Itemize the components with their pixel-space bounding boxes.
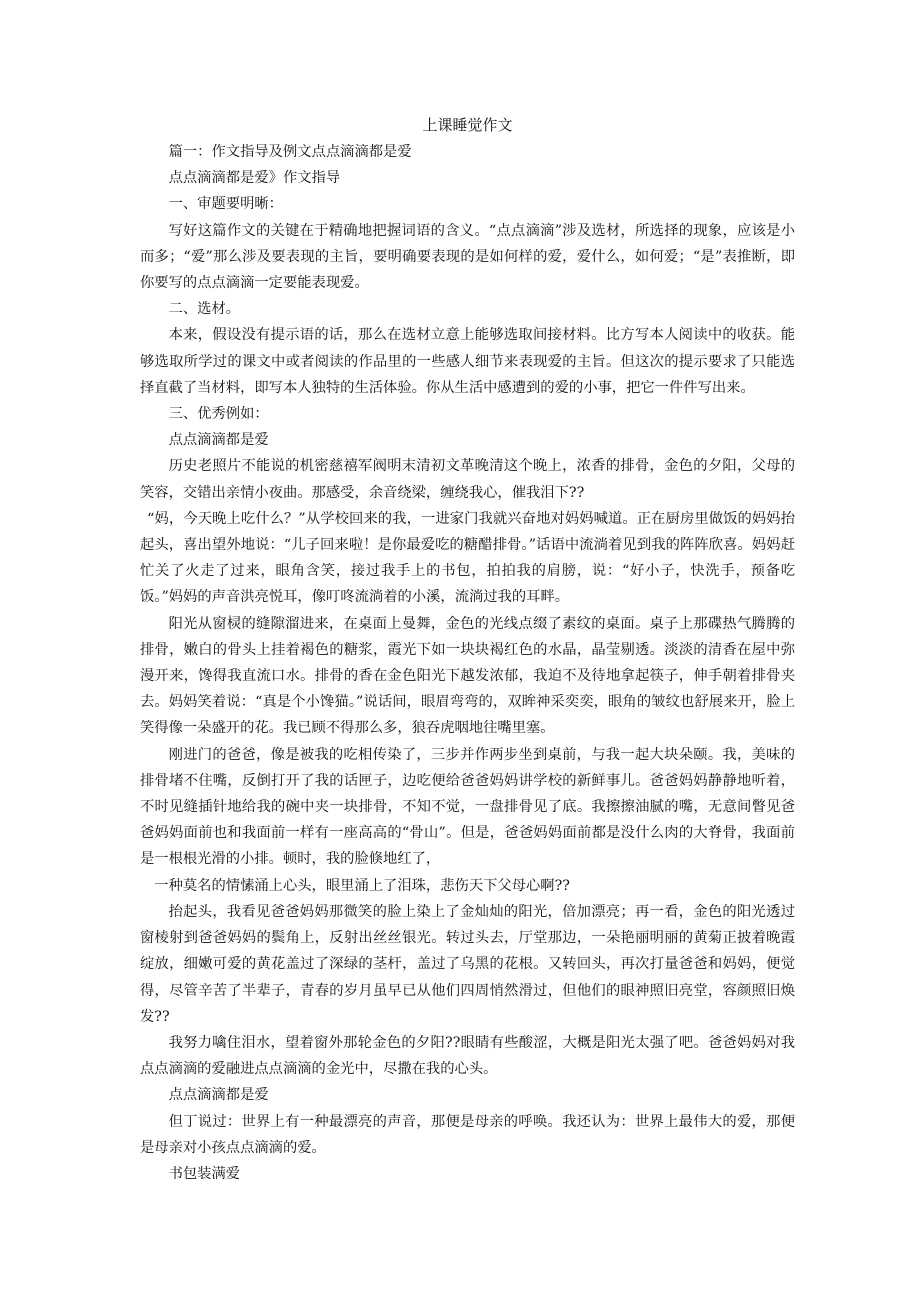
paragraph: 但丁说过：世界上有一种最漂亮的声音，那便是母亲的呼唤。我还认为：世界上最伟大的爱，那便是母亲对小孩点点滴滴的爱。 <box>140 1113 795 1156</box>
paragraph: 写好这篇作文的关键在于精确地把握词语的含义。“点点滴滴”涉及选材，所选择的现象，应该是小而多；“爱”那么涉及要表现的主旨，要明确要表现的是如何样的爱，爱什么，如何爱；“是”表推断，即你要写的点点滴滴一定要能表现爱。 <box>140 222 795 292</box>
heading-section-3: 三、优秀例如： <box>168 406 269 423</box>
heading-chapter-1: 篇一：作文指导及例文点点滴滴都是爱 <box>168 144 412 160</box>
essay-title: 点点滴滴都是爱 <box>168 1087 269 1104</box>
paragraph: 历史老照片不能说的机密慈禧军阀明末清初文革晚清这个晚上，浓香的排骨，金色的夕阳，父母的笑容，交错出亲情小夜曲。那感受，余音绕梁，缠绕我心，催我泪下?? <box>140 458 795 501</box>
paragraph: “妈，今天晚上吃什么？”从学校回来的我，一进家门我就兴奋地对妈妈喊道。正在厨房里做饭的妈妈抬起头，喜出望外地说：“儿子回来啦！是你最爱吃的糖醋排骨。”话语中流淌着见到我的阵阵欣喜。妈妈赶忙关了火走了过来，眼角含笑，接过我手上的书包，拍拍我的肩膀，说：“好小子，快洗手，预备吃饭。”妈妈的声音洪亮悦耳，像叮咚流淌着的小溪，流淌过我的耳畔。 <box>140 510 795 606</box>
paragraph: 一种莫名的情愫涌上心头，眼里涌上了泪珠，悲伤天下父母心啊?? <box>154 877 570 894</box>
heading-section-1: 一、审题要明晰： <box>168 196 283 213</box>
paragraph: 本来，假设没有提示语的话，那么在选材立意上能够选取间接材料。比方写本人阅读中的收获。能够选取所学过的课文中或者阅读的作品里的一些感人细节来表现爱的主旨。但这次的提示要求了只能选择直截了当材料，即写本人独特的生活体验。你从生活中感遭到的爱的小事，把它一件件写出来。 <box>140 327 795 396</box>
paragraph: 抬起头，我看见爸爸妈妈那微笑的脸上染上了金灿灿的阳光，倍加漂亮；再一看，金色的阳光透过窗棱射到爸爸妈妈的鬓角上，反射出丝丝银光。转过头去，厅堂那边，一朵艳丽明丽的黄菊正披着晚霞绽放，细嫩可爱的黄花盖过了深绿的茎杆，盖过了乌黑的花根。又转回头，再次打量爸爸和妈妈，便觉得，尽管辛苦了半辈子，青春的岁月虽早已从他们四周悄然滑过，但他们的眼神照旧亮堂，容颜照旧焕发?? <box>140 903 795 1025</box>
heading-section-2: 二、选材。 <box>168 301 241 318</box>
document-page <box>140 112 795 1187</box>
paragraph: 阳光从窗棂的缝隙溜进来，在桌面上曼舞，金色的光线点缀了素纹的桌面。桌子上那碟热气腾腾的排骨，嫩白的骨头上挂着褐色的糖浆，霞光下如一块块褐红色的水晶，晶莹剔透。淡淡的清香在屋中弥漫开来，馋得我直流口水。排骨的香在金色阳光下越发浓郁，我迫不及待地拿起筷子，伸手朝着排骨夹去。妈妈笑着说：“真是个小馋猫。”说话间，眼眉弯弯的，双眸神采奕奕，眼角的皱纹也舒展来开，脸上笑得像一朵盛开的花。我已顾不得那么多，狼吞虎咽地往嘴里塞。 <box>140 615 795 737</box>
essay-title: 书包装满爱 <box>168 1165 241 1182</box>
document-title: 上课睡觉作文 <box>422 116 513 134</box>
paragraph: 我努力噙住泪水，望着窗外那轮金色的夕阳??眼睛有些酸涩，大概是阳光太强了吧。爸爸妈妈对我点点滴滴的爱融进点点滴滴的金光中，尽撒在我的心头。 <box>140 1034 795 1078</box>
heading-guide: 点点滴滴都是爱》作文指导 <box>168 170 341 187</box>
essay-title: 点点滴滴都是爱 <box>168 432 269 449</box>
paragraph: 刚进门的爸爸，像是被我的吃相传染了，三步并作两步坐到桌前，与我一起大块朵颐。我，美味的排骨堵不住嘴，反倒打开了我的话匣子，边吃便给爸爸妈妈讲学校的新鲜事儿。爸爸妈妈静静地听着，不时见缝插针地给我的碗中夹一块排骨，不知不觉，一盘排骨见了底。我擦擦油腻的嘴，无意间瞥见爸爸妈妈面前也和我面前一样有一座高高的“骨山”。但是，爸爸妈妈面前都是没什么肉的大脊骨，我面前是一根根光滑的小排。顿时，我的脸倏地红了， <box>140 746 795 868</box>
